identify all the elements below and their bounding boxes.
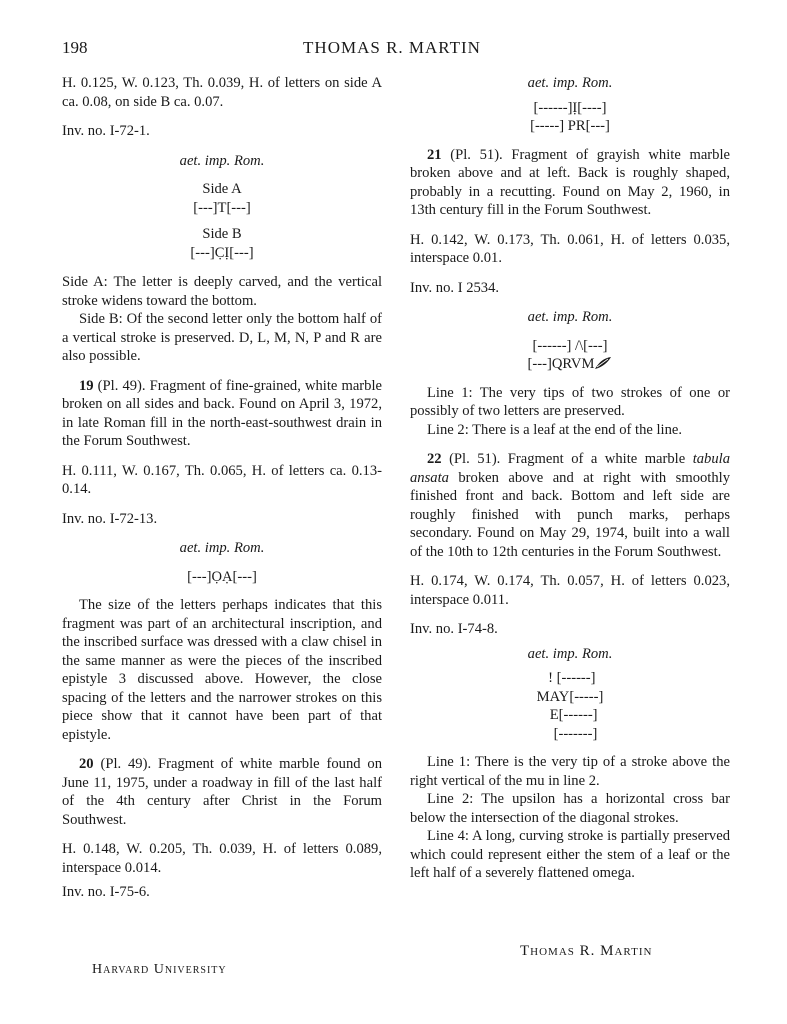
- right-column: [410, 74, 730, 883]
- entry-22-text-1: (Pl. 51). Fragment of a white marble tabula ansata broken above and at right with smoothly finished front and back. Bottom and left side are roughly finished with punch marks, perhaps secondary. Found on May 29, 1974, built into a wall of the 10th to 12th centuries in the Forum Southwest.: [410, 451, 730, 560]
- leaf-icon: [594, 356, 612, 370]
- dimensions-19: H. 0.111, W. 0.167, Th. 0.065, H. of letters ca. 0.13-0.14.: [62, 462, 382, 497]
- date-20: aet. imp. Rom.: [527, 75, 613, 91]
- date-18: aet. imp. Rom.: [179, 152, 265, 169]
- epigraphic-text-20: [410, 99, 730, 136]
- text-19-line: [---]ỌẠ[---]: [187, 568, 257, 585]
- page-header: [62, 38, 722, 64]
- note-22-line-4: Line 4: A long, curving stroke is partially preserved which could represent either the stem of a leaf or the left half of a severely flattened omega.: [410, 828, 730, 881]
- author-signature: Thomas R. Martin: [520, 943, 653, 959]
- text-22-line-2: MAY[-----]: [536, 688, 604, 705]
- note-side-a: Side A: The letter is deeply carved, and the vertical stroke widens toward the bottom.: [62, 274, 382, 309]
- date-22: aet. imp. Rom.: [527, 645, 613, 662]
- running-head: THOMAS R. MARTIN: [303, 38, 481, 57]
- entry-20-text: (Pl. 49). Fragment of white marble found on June 11, 1975, under a roadway in fill of the last half of the 4th century after Christ in the Forum Southwest.: [62, 756, 382, 828]
- discussion-19: The size of the letters perhaps indicates that this fragment was part of an architectural inscription, and the inscribed surface was dressed with a claw chisel in the same manner as were the pieces of the inscribed epistyle 3 discussed above. However, the close spacing of the letters and the narrower strokes on this piece show that it cannot have been part of that epistyle.: [62, 597, 382, 743]
- entry-21-text: (Pl. 51). Fragment of grayish white marble broken above and at left. Back is roughly shaped, probably in a recutting. Found on May 2, 1960, in 13th century fill in the Forum Southwest.: [410, 146, 730, 218]
- dimensions-20: H. 0.148, W. 0.205, Th. 0.039, H. of letters 0.089, interspace 0.014.: [62, 841, 382, 876]
- entry-21: [410, 146, 730, 220]
- epigraphic-text-18: [62, 180, 382, 262]
- entry-22: [410, 450, 730, 561]
- text-21-line-2-letters: [---]QRVM: [527, 356, 595, 372]
- text-20-line-2: [-----] PR[---]: [530, 118, 610, 134]
- text-22-line-3: E[------]: [542, 707, 598, 723]
- page-number: 198: [62, 38, 88, 57]
- note-21-line-1: Line 1: The very tips of two strokes of one or possibly of two letters are preserved.: [410, 384, 730, 419]
- entry-22-number: 22: [427, 451, 442, 467]
- epigraphic-text-19: [62, 568, 382, 587]
- entry-20: [62, 755, 382, 829]
- text-20-line-1: [------]Ị[----]: [533, 99, 607, 116]
- side-b-text: [---]C̣Ị[---]: [190, 244, 254, 261]
- text-21-line-1: [------] /\[---]: [532, 337, 608, 354]
- entry-19-text: (Pl. 49). Fragment of fine-grained, white marble broken on all sides and back. Found on April 3, 1972, in late Roman fill in the north-east-southwest drain in the Forum Southwest.: [62, 377, 382, 449]
- note-side-b: Side B: Of the second letter only the bottom half of a vertical stroke is preserved. D, L, M, N, P and R are also possible.: [62, 311, 382, 364]
- note-22-line-1: Line 1: There is the very tip of a stroke above the right vertical of the mu in line 2.: [410, 754, 730, 789]
- epigraphic-text-21: [410, 337, 730, 374]
- inventory-21: Inv. no. I 2534.: [410, 279, 500, 296]
- inventory-18: Inv. no. I-72-1.: [62, 123, 150, 139]
- epigraphic-text-22: [410, 669, 730, 743]
- entry-19: [62, 377, 382, 451]
- dimensions-22: H. 0.174, W. 0.174, Th. 0.057, H. of letters 0.023, interspace 0.011.: [410, 573, 730, 608]
- entry-20-number: 20: [79, 756, 94, 772]
- side-a-text: [---]T[---]: [193, 199, 251, 216]
- inventory-19: Inv. no. I-72-13.: [62, 510, 158, 527]
- entry-21-number: 21: [427, 146, 442, 163]
- text-22-line-1: ! [------]: [544, 670, 596, 686]
- inventory-22: Inv. no. I-74-8.: [410, 621, 498, 637]
- dimensions-18: H. 0.125, W. 0.123, Th. 0.039, H. of letters on side A ca. 0.08, on side B ca. 0.07.: [62, 75, 382, 110]
- note-21-line-2: Line 2: There is a leaf at the end of the line.: [427, 421, 683, 438]
- date-19: aet. imp. Rom.: [179, 540, 265, 556]
- text-21-line-2: [410, 355, 730, 374]
- note-22-line-2: Line 2: The upsilon has a horizontal cross bar below the intersection of the diagonal strokes.: [410, 791, 730, 826]
- dimensions-21: H. 0.142, W. 0.173, Th. 0.061, H. of letters 0.035, interspace 0.01.: [410, 231, 730, 266]
- date-21: aet. imp. Rom.: [527, 309, 613, 325]
- inventory-20: Inv. no. I-75-6.: [62, 884, 150, 900]
- side-a-label: Side A: [202, 181, 242, 197]
- left-column: [62, 74, 382, 902]
- side-b-label: Side B: [202, 226, 242, 242]
- entry-19-number: 19: [79, 377, 94, 394]
- text-22-line-4: [-------]: [542, 725, 598, 742]
- italic-term: tabula ansata: [410, 451, 730, 486]
- affiliation: Harvard University: [92, 962, 227, 977]
